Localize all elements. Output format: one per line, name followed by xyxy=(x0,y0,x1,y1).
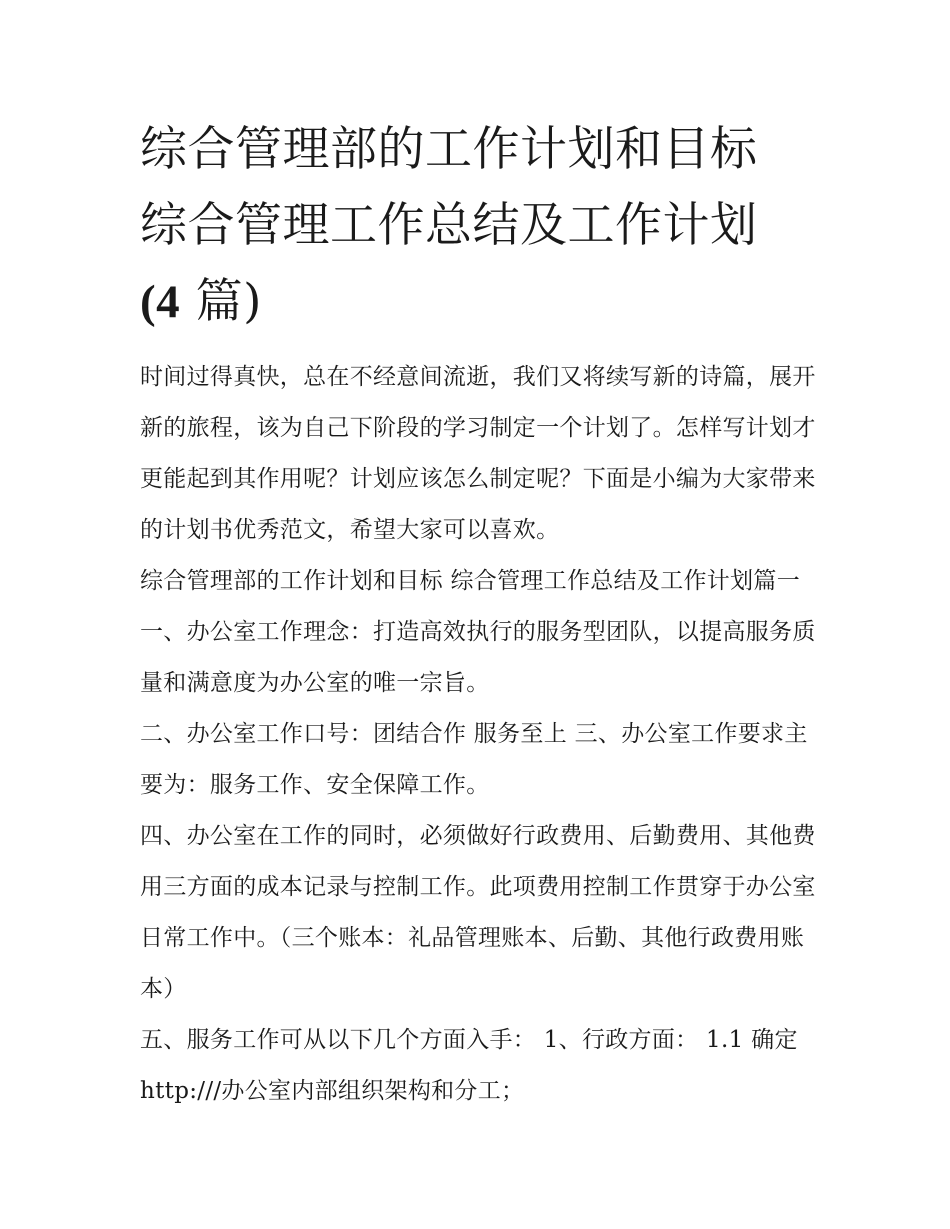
paragraph-section-2: 二、办公室工作口号：团结合作 服务至上 三、办公室工作要求主要为：服务工作、安全保障工作。 xyxy=(140,721,808,798)
title-line-3 xyxy=(140,264,820,340)
paragraph-intro: 时间过得真快，总在不经意间流逝，我们又将续写新的诗篇，展开新的旅程，该为自己下阶段的学习制定一个计划了。怎样写计划才更能起到其作用呢？计划应该怎么制定呢？下面是小编为大家带来的计划书优秀范文，希望大家可以喜欢。 xyxy=(140,364,816,543)
document-page xyxy=(140,112,820,1117)
paragraph-section-1: 综合管理部的工作计划和目标 综合管理工作总结及工作计划篇一 一、办公室工作理念：打造高效执行的服务型团队，以提高服务质量和满意度为办公室的唯一宗旨。 xyxy=(140,568,816,696)
paragraph-section-4: 四、办公室在工作的同时，必须做好行政费用、后勤费用、其他费用三方面的成本记录与控制工作。此项费用控制工作贯穿于办公室日常工作中。（三个账本：礼品管理账本、后勤、其他行政费用账本） xyxy=(140,823,816,1002)
document-title xyxy=(140,112,820,340)
title-count: 4 xyxy=(156,276,181,328)
title-line-2: 综合管理工作总结及工作计划 xyxy=(140,198,758,253)
title-count-suffix: 篇) xyxy=(180,274,262,329)
paragraph-section-5: 五、服务工作可从以下几个方面入手： 1、行政方面： 1.1 确定 http:///办公室内部组织架构和分工； xyxy=(140,1027,798,1104)
title-open-paren: ( xyxy=(140,276,157,328)
document-body xyxy=(140,352,820,1117)
title-line-1: 综合管理部的工作计划和目标 xyxy=(140,122,758,177)
